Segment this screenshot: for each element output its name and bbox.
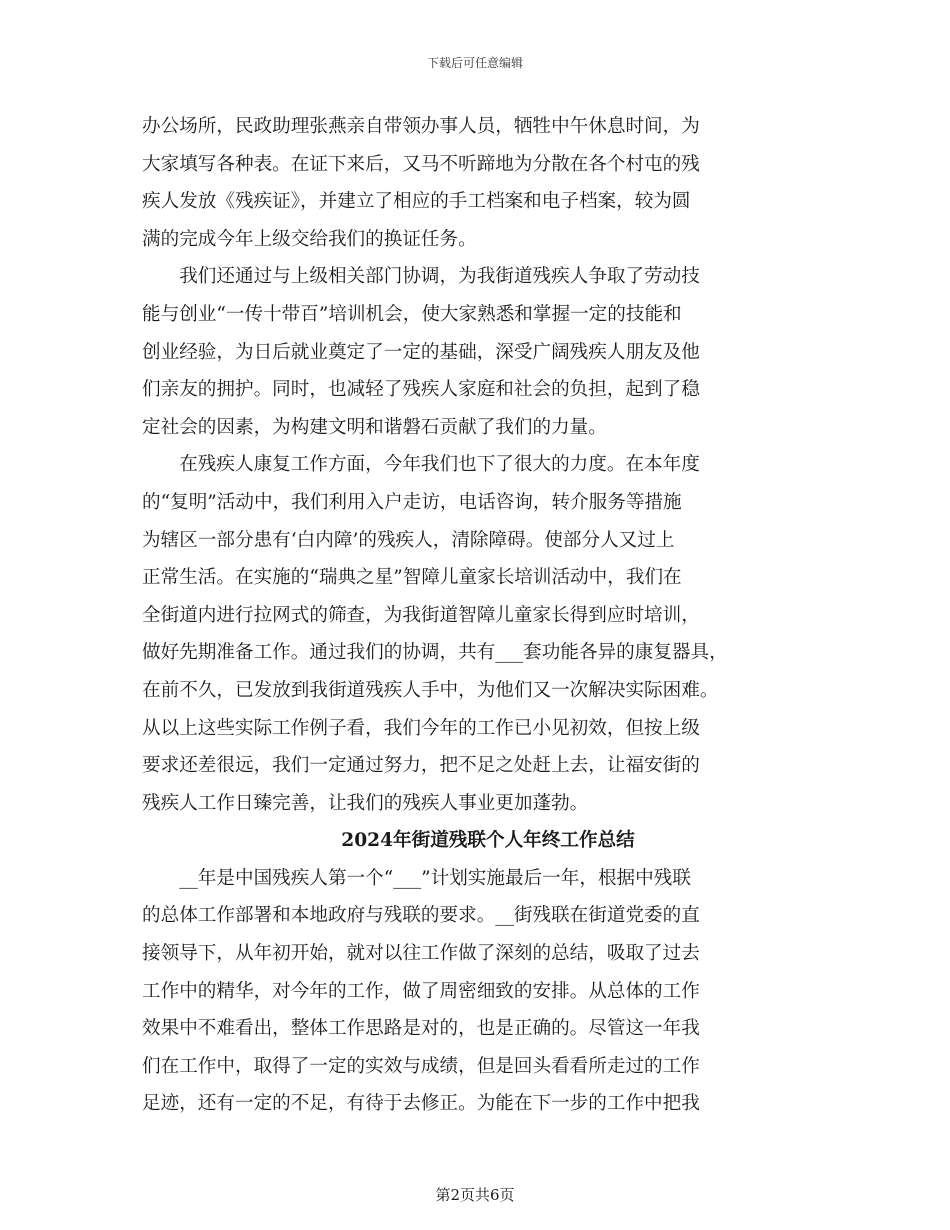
text-line: 的“复明”活动中，我们利用入户走访，电话咨询，转介服务等措施 bbox=[142, 491, 682, 513]
text-line: 正常生活。在实施的“瑞典之星”智障儿童家长培训活动中，我们在 bbox=[142, 567, 682, 589]
text-line: 大家填写各种表。在证下来后，又马不听蹄地为分散在各个村屯的残 bbox=[142, 153, 700, 175]
text-line: 定社会的因素，为构建文明和谐磐石贡献了我们的力量。 bbox=[142, 416, 607, 438]
section-heading: 2024年街道残联个人年终工作总结 bbox=[341, 830, 635, 852]
text-line: 效果中不难看出，整体工作思路是对的，也是正确的。尽管这一年我 bbox=[142, 1018, 700, 1040]
text-line: 接领导下，从年初开始，就对以往工作做了深刻的总结，吸取了过去 bbox=[142, 943, 700, 965]
text-line: 能与创业“一传十带百”培训机会，使大家熟悉和掌握一定的技能和 bbox=[142, 303, 682, 325]
text-line: 从以上这些实际工作例子看，我们今年的工作已小见初效，但按上级 bbox=[142, 717, 700, 739]
text-line: 要求还差很远，我们一定通过努力，把不足之处赶上去，让福安街的 bbox=[142, 755, 700, 777]
page-number: 第2页共6页 bbox=[435, 1186, 515, 1204]
page-header: 下载后可任意编辑 bbox=[426, 56, 523, 70]
text-line: 办公场所，民政助理张燕亲自带领办事人员，牺牲中午休息时间，为 bbox=[142, 116, 700, 137]
document-body bbox=[142, 108, 814, 1123]
text-line: 们在工作中，取得了一定的实效与成绩，但是回头看看所走过的工作 bbox=[142, 1055, 700, 1077]
text-line: 为辖区一部分患有‘白内障’的残疾人，清除障碍。使部分人又过上 bbox=[142, 529, 675, 551]
text-line: 疾人发放《残疾证》，并建立了相应的手工档案和电子档案，较为圆 bbox=[142, 191, 691, 213]
text-line: 满的完成今年上级交给我们的换证任务。 bbox=[142, 228, 477, 250]
text-line: 在残疾人康复工作方面，今年我们也下了很大的力度。在本年度 bbox=[142, 454, 700, 476]
text-line: 我们还通过与上级相关部门协调，为我街道残疾人争取了劳动技 bbox=[142, 266, 700, 288]
text-line: 创业经验，为日后就业奠定了一定的基础，深受广阔残疾人朋友及他 bbox=[142, 341, 700, 363]
text-line: 们亲友的拥护。同时，也减轻了残疾人家庭和社会的负担，起到了稳 bbox=[142, 379, 700, 401]
text-line: 的总体工作部署和本地政府与残联的要求。__街残联在街道党委的直 bbox=[142, 905, 700, 927]
text-line: 工作中的精华，对今年的工作，做了周密细致的安排。从总体的工作 bbox=[142, 980, 700, 1002]
text-line: 残疾人工作日臻完善，让我们的残疾人事业更加蓬勃。 bbox=[142, 792, 589, 814]
text-line: 足迹，还有一定的不足，有待于去修正。为能在下一步的工作中把我 bbox=[142, 1093, 700, 1115]
text-line: 做好先期准备工作。通过我们的协调，共有___套功能各异的康复器具， bbox=[142, 642, 728, 664]
text-line: __年是中国残疾人第一个“___”计划实施最后一年，根据中残联 bbox=[142, 867, 691, 889]
text-line: 全街道内进行拉网式的筛查，为我街道智障儿童家长得到应时培训， bbox=[142, 604, 700, 626]
text-line: 在前不久，已发放到我街道残疾人手中，为他们又一次解决实际困难。 bbox=[142, 679, 719, 701]
